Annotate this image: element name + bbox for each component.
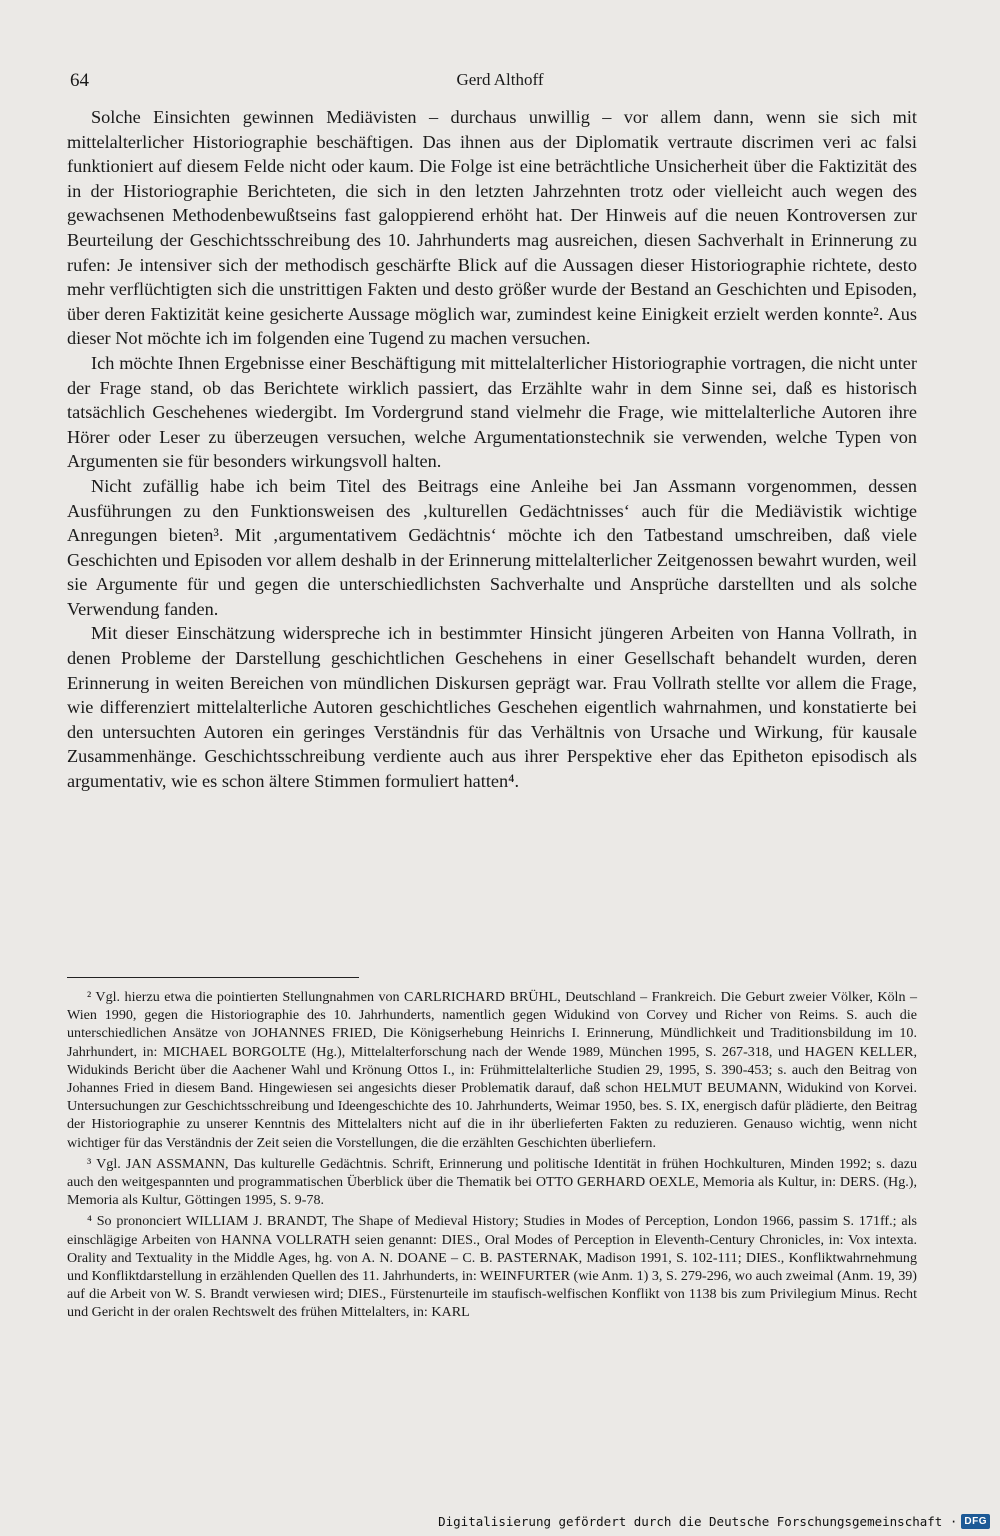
- paragraph: Mit dieser Einschätzung widerspreche ich in bestimmter Hinsicht jüngeren Arbeiten von Hanna Vollrath, in denen Probleme der Darstellung geschichtlichen Geschehens in einer Gesellschaft behandelt wurden, deren Erinnerung in weiten Bereichen von mündlichen Diskursen geprägt war. Frau Vollrath stellte vor allem die Frage, wie differenziert mittelalterliche Autoren geschichtliches Geschehen eigentlich wahrnahmen, und konstatierte bei den untersuchten Autoren ein geringes Verständnis für das Verhältnis von Ursache und Wirkung, für kausale Zusammenhänge. Geschichtsschreibung verdiente auch aus ihrer Perspektive eher das Epitheton episodisch als argumentativ, wie es schon ältere Stimmen formuliert hatten⁴.: [67, 623, 917, 792]
- footnote: ³ Vgl. JAN ASSMANN, Das kulturelle Gedächtnis. Schrift, Erinnerung und politische Identität in frühen Hochkulturen, Minden 1992; s. dazu auch den weitgespannten und programmatischen Überblick über die Thematik bei OTTO GERHARD OEXLE, Memoria als Kultur, in: DERS. (Hg.), Memoria als Kultur, Göttingen 1995, S. 9-78.: [67, 1155, 917, 1209]
- paragraph: Ich möchte Ihnen Ergebnisse einer Beschäftigung mit mittelalterlicher Historiographie vortragen, die nicht unter der Frage stand, ob das Berichtete wirklich passiert, das Erzählte wahr in dem Sinne sei, daß es historisch tatsächlich Geschehenes wiedergibt. Im Vordergrund stand vielmehr die Frage, wie mittelalterliche Autoren ihre Hörer oder Leser zu überzeugen versuchen, welche Argumentationstechnik sie verwenden, welche Typen von Argumenten sie für besonders wirkungsvoll halten.: [67, 352, 917, 472]
- dfg-logo-icon: DFG: [961, 1514, 990, 1529]
- footnote-separator: [67, 977, 359, 978]
- body-text: [67, 105, 917, 794]
- footnotes: [67, 988, 917, 1322]
- running-head: Gerd Althoff: [456, 70, 544, 89]
- paragraph-text: Aus dieser Not möchte ich im folgenden eine Tugend zu machen versuchen.: [67, 303, 918, 349]
- paragraph-text: Solche Einsichten gewinnen Mediävisten – durchaus unwillig – vor allem dann, wenn sie sich mit mittelalterlicher Historiographie beschäftigen. Das ihnen aus der Diplomatik vertraute discrimen veri ac falsi funktioniert auf diesem Felde nicht oder kaum. Die Folge ist eine beträchtliche Unsicherheit über die Faktizität des in der Historiographie Berichteten, die sich in den letzten Jahrzehnten trotz oder vielleicht auch wegen des gewachsenen Methodenbewußtseins fast galoppierend erhöht hat. Der Hinweis auf die neuen Kontroversen zur Beurteilung der Geschichtsschreibung des 10. Jahrhunderts mag ausreichen, diesen Sachverhalt in Erinnerung zu rufen: Je intensiver sich der methodisch geschärfte Blick auf die Aussagen dieser Historiographie richtete, desto mehr verflüchtigten sich die unstrittigen Fakten und desto größer wurde der Bestand an Geschichten und Episoden, über deren Faktizität keine gesicherte Aussage möglich war, zumindest keine Einigkeit erzielt werden konnte².: [67, 107, 917, 324]
- footnote: ⁴ So prononciert WILLIAM J. BRANDT, The Shape of Medieval History; Studies in Modes of Perception, London 1966, passim S. 171ff.; als einschlägige Arbeiten von HANNA VOLLRATH seien genannt: DIES., Oral Modes of Perception in Eleventh-Century Chronicles, in: Vox intexta. Orality and Textuality in the Middle Ages, hg. von A. N. DOANE – C. B. PASTERNAK, Madison 1991, S. 102-111; DIES., Konfliktwahrnehmung und Konfliktdarstellung in erzählenden Quellen des 11. Jahrhunderts, in: WEINFURTER (wie Anm. 1) 3, S. 279-296, wo auch zweimal (Anm. 19, 39) auf die Arbeit von W. S. Brandt verwiesen wird; DIES., Fürstenurteile im staufisch-welfischen Konflikt von 1138 bis zum Privilegium Minus. Recht und Gericht in der oralen Rechtswelt des frühen Mittelalters, in: KARL: [67, 1213, 917, 1321]
- page-header: [70, 70, 930, 94]
- page-number: 64: [70, 70, 89, 91]
- paragraph: Nicht zufällig habe ich beim Titel des Beitrags eine Anleihe bei Jan Assmann vorgenommen, dessen Ausführungen zu den Funktionsweisen des ‚kulturellen Gedächtnisses‘ auch für die Mediävistik wichtige Anregungen bieten³. Mit ‚argumentativem Gedächtnis‘ möchte ich den Tatbestand umschreiben, daß viele Geschichten und Episoden vor allem deshalb in der Erinnerung mittelalterlicher Zeitgenossen bewahrt wurden, weil sie Argumente für und gegen die unterschiedlichsten Sachverhalte und Ansprüche darstellten und als solche Verwendung fanden.: [67, 475, 917, 619]
- digitization-credit: [438, 1510, 990, 1532]
- paragraph: [67, 105, 917, 351]
- credit-text: Digitalisierung gefördert durch die Deutsche Forschungsgemeinschaft ·: [438, 1513, 958, 1529]
- footnote: ² Vgl. hierzu etwa die pointierten Stellungnahmen von CARLRICHARD BRÜHL, Deutschland – Frankreich. Die Geburt zweier Völker, Köln – Wien 1990, gegen die Historiographie des 10. Jahrhunderts, namentlich gegen Widukind von Corvey und Richer von Reims. S. auch die unterschiedlichen Ansätze von JOHANNES FRIED, Die Königserhebung Heinrichs I. Erinnerung, Mündlichkeit und Traditionsbildung im 10. Jahrhundert, in: MICHAEL BORGOLTE (Hg.), Mittelalterforschung nach der Wende 1989, München 1995, S. 267-318, und HAGEN KELLER, Widukinds Bericht über die Aachener Wahl und Krönung Ottos I., in: Frühmittelalterliche Studien 29, 1995, S. 390-453; s. auch den Beitrag von Johannes Fried in diesem Band. Hingewiesen sei angesichts dieser Problematik darauf, daß schon HELMUT BEUMANN, Widukind von Korvei. Untersuchungen zur Geschichtsschreibung und Ideengeschichte des 10. Jahrhunderts, Weimar 1950, bes. S. IX, energisch dafür plädierte, den Beitrag der Historiographie zu unserer Kenntnis des Mittelalters nicht auf die in ihr überlieferten Fakten zu reduzieren. Genauso wichtig, wenn nicht wichtiger für das Verständnis der Zeit seien die Vorstellungen, die die erzählten Geschichten überliefern.: [67, 989, 917, 1151]
